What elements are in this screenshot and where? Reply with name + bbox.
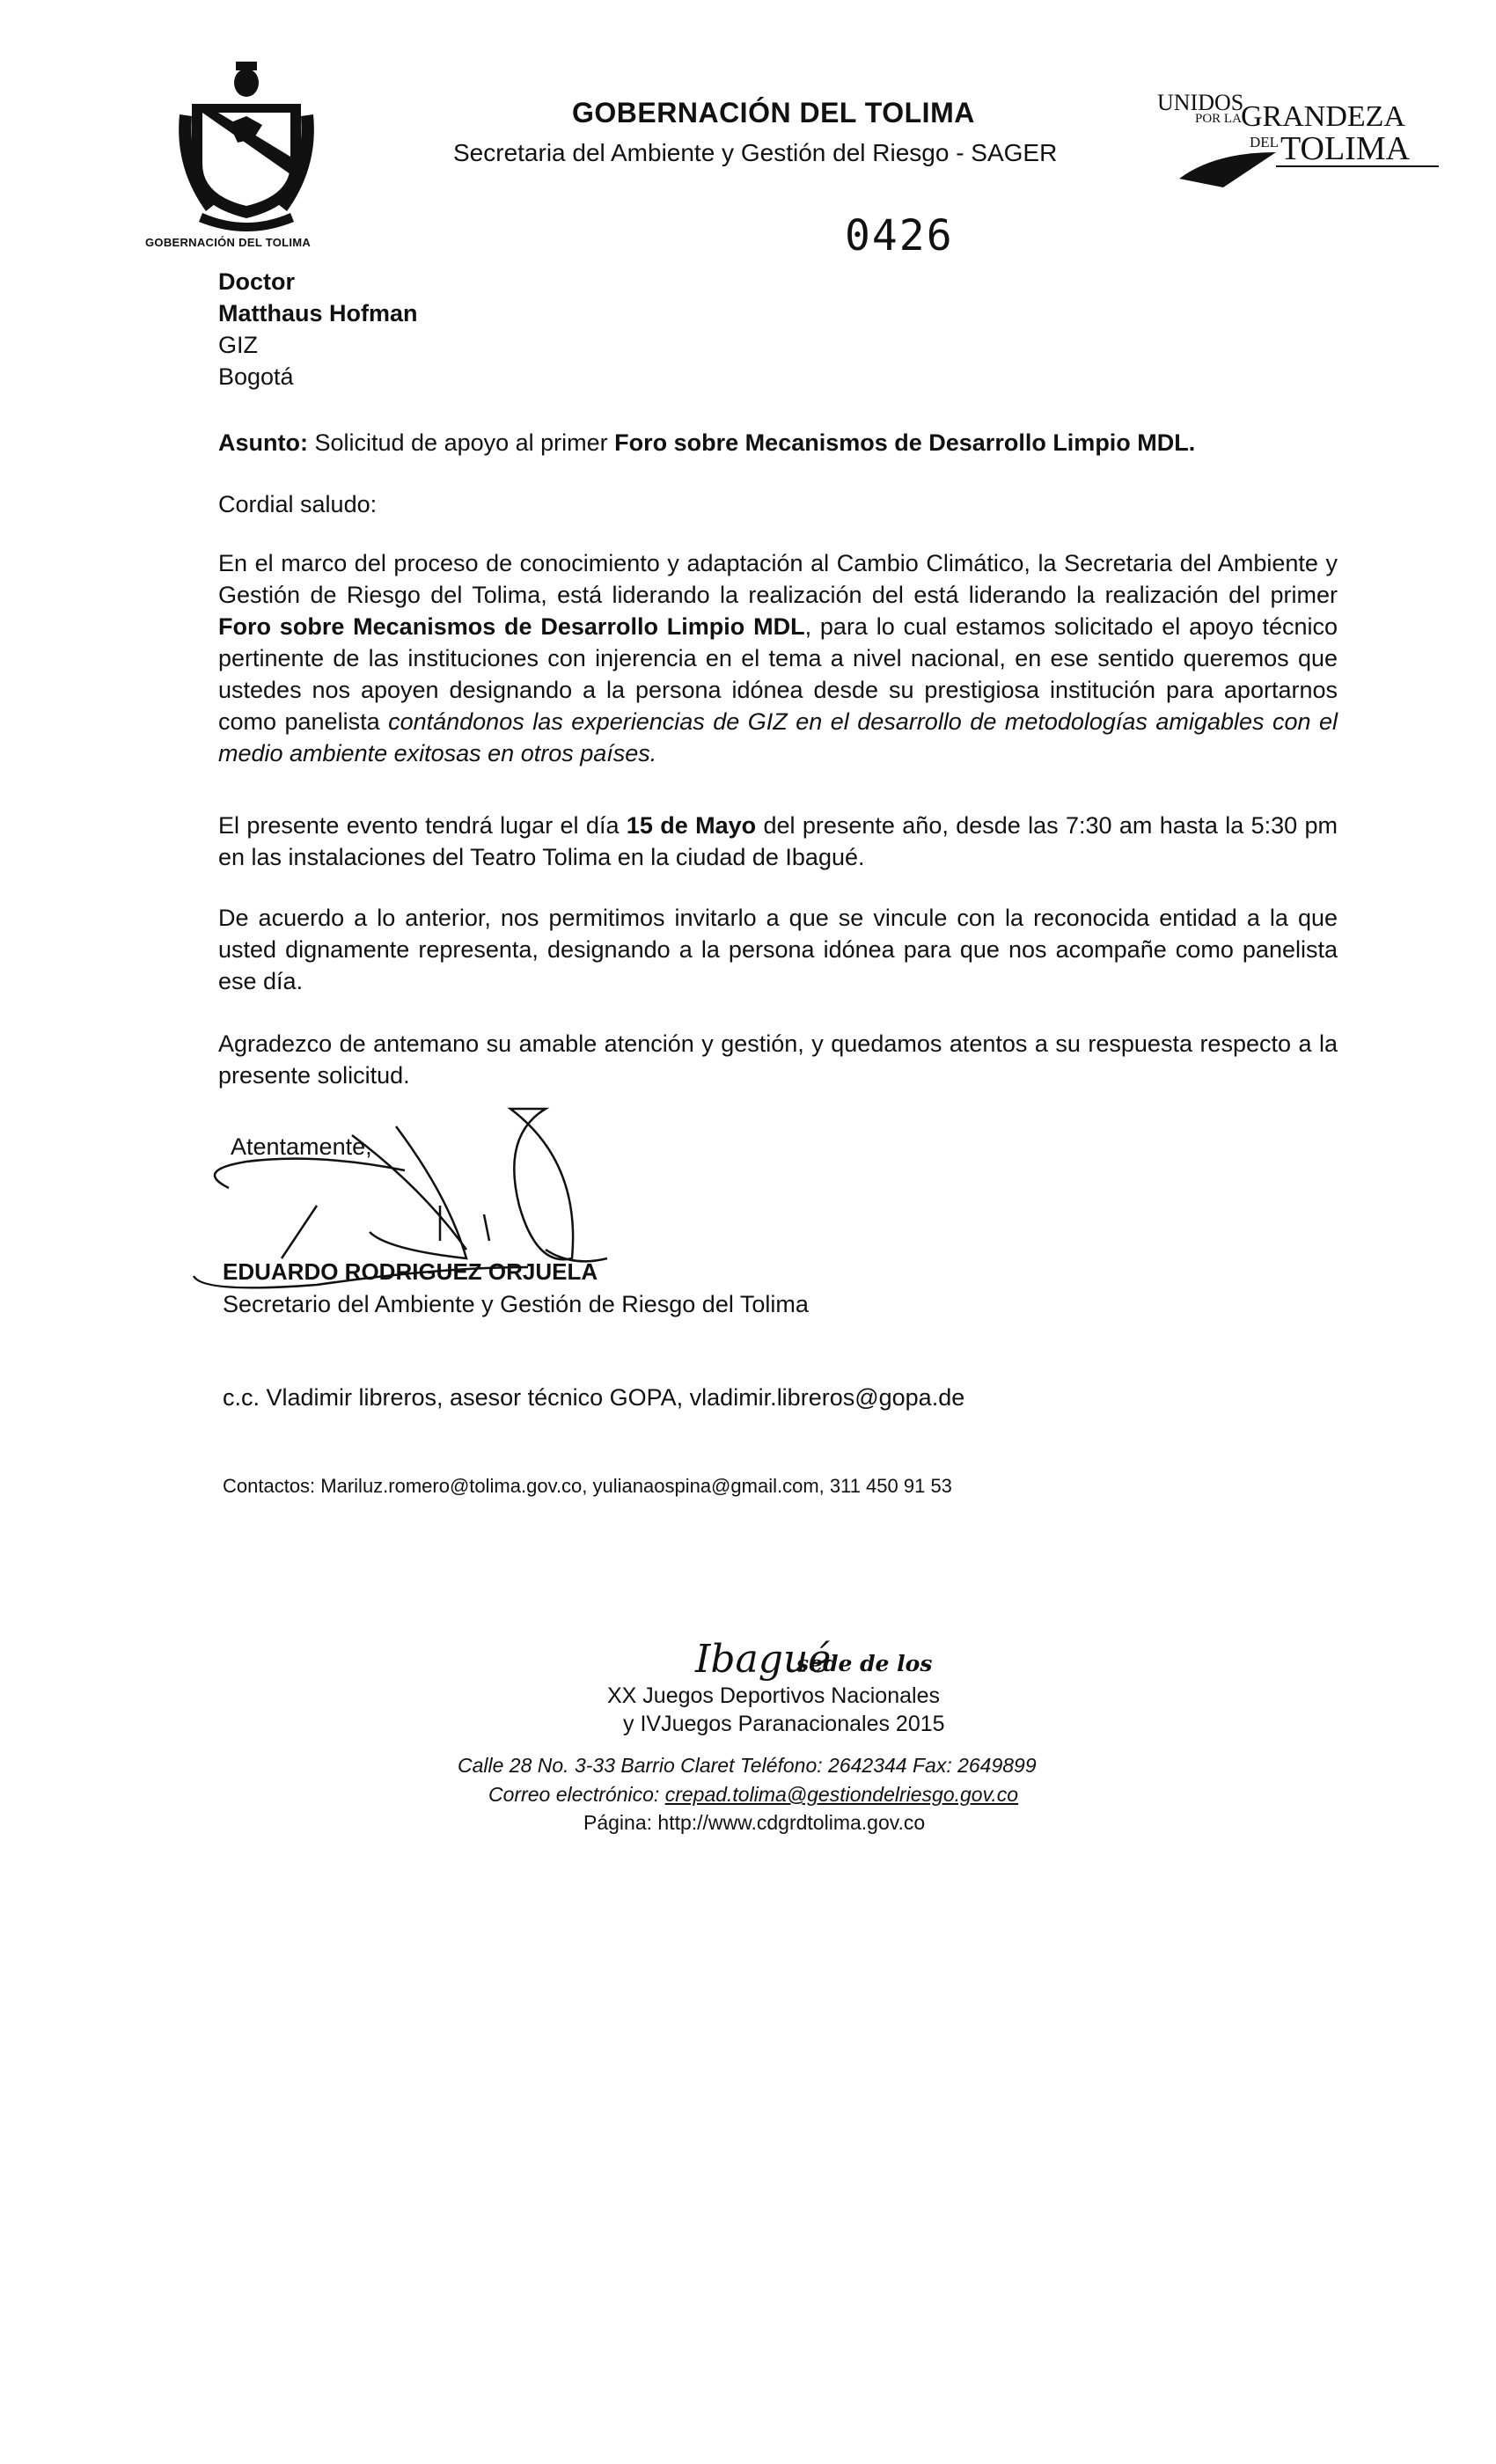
body-paragraph-1	[218, 547, 1338, 769]
subject-bold: Foro sobre Mecanismos de Desarrollo Limpio MDL.	[614, 429, 1196, 456]
signer-title: Secretario del Ambiente y Gestión de Riesgo del Tolima	[223, 1291, 809, 1317]
page-subtitle: Secretaria del Ambiente y Gestión del Riesgo - SAGER	[453, 139, 1058, 166]
carbon-copy-line: c.c. Vladimir libreros, asesor técnico GOPA, vladimir.libreros@gopa.de	[223, 1384, 965, 1411]
para2-date: 15 de Mayo	[626, 812, 757, 839]
para1-text-b: Foro sobre Mecanismos de Desarrollo Limpio MDL	[218, 613, 805, 640]
greeting: Cordial saludo:	[218, 491, 378, 517]
body-paragraph-2	[218, 810, 1338, 873]
logo-text: UNIDOS	[1157, 90, 1244, 115]
recipient-organization: GIZ	[218, 332, 258, 358]
footer-city-script: Ibagué	[695, 1637, 832, 1682]
signer-name: EDUARDO RODRIGUEZ ORJUELA	[223, 1258, 598, 1285]
page-title: GOBERNACIÓN DEL TOLIMA	[572, 97, 975, 128]
crest-caption: GOBERNACIÓN DEL TOLIMA	[145, 236, 312, 249]
footer-games-line-1: XX Juegos Deportivos Nacionales	[607, 1683, 940, 1708]
logo-text: GRANDEZA	[1241, 100, 1405, 133]
footer-address: Calle 28 No. 3-33 Barrio Claret Teléfono: 2642344 Fax: 2649899	[458, 1754, 1037, 1777]
logo-text: DEL	[1250, 134, 1280, 150]
para1-text-a: En el marco del proceso de conocimiento y adaptación al Cambio Climático, la Secretaria del Ambiente y Gestión de Riesgo del Tolima, está liderando la realización del está liderando la realización del primer	[218, 550, 1338, 608]
footer-email-label: Correo electrónico:	[488, 1783, 665, 1806]
logo-text: POR LA	[1195, 112, 1242, 126]
recipient-city: Bogotá	[218, 363, 294, 390]
logo-text: TOLIMA	[1280, 130, 1411, 167]
para2-text-c: del presente año, desde las 7:30 am hasta la 5:30 pm en las instalaciones del Teatro Tolima en la ciudad de Ibagué.	[218, 812, 1338, 870]
contacts-line: Contactos: Mariluz.romero@tolima.gov.co, yulianaospina@gmail.com, 311 450 91 53	[223, 1475, 952, 1497]
para2-text-a: El presente evento tendrá lugar el día	[218, 812, 627, 839]
para1-text-d: contándonos las experiencias de GIZ en el desarrollo de metodologías amigables con el medio ambiente exitosas en otros países.	[218, 708, 1338, 766]
footer-email-line	[488, 1783, 1018, 1807]
subject-line	[218, 427, 1338, 458]
body-paragraph-4: Agradezco de antemano su amable atención y gestión, y quedamos atentos a su respuesta respecto a la presente solicitud.	[218, 1030, 1338, 1089]
subject-text: Solicitud de apoyo al primer	[307, 429, 615, 456]
body-paragraph-3: De acuerdo a lo anterior, nos permitimos invitarlo a que se vincule con la reconocida entidad a la que usted dignamente representa, designando a la persona idónea para que nos acompañe como panelista ese día.	[218, 905, 1338, 994]
coat-of-arms-crest	[176, 62, 317, 233]
subject-label: Asunto:	[218, 429, 308, 456]
footer-games-line-2: y IVJuegos Paranacionales 2015	[623, 1712, 945, 1736]
footer-website[interactable]: Página: http://www.cdgrdtolima.gov.co	[583, 1811, 926, 1834]
footer-email-link[interactable]: crepad.tolima@gestiondelriesgo.gov.co	[664, 1783, 1019, 1806]
para1-text-c: , para lo cual estamos solicitado el apoyo técnico pertinente de las instituciones con injerencia en el tema a nivel nacional, en ese sentido queremos que ustedes nos apoyen designando a la persona idónea desde su prestigiosa institución para aportarnos como panelista	[218, 613, 1338, 735]
recipient-name: Matthaus Hofman	[218, 300, 418, 326]
unidos-por-la-grandeza-logo	[1153, 84, 1443, 198]
footer-sede: sede de los	[796, 1651, 933, 1676]
document-number: 0426	[845, 211, 954, 260]
recipient-title: Doctor	[218, 268, 295, 295]
closing: Atentamente,	[231, 1133, 372, 1160]
